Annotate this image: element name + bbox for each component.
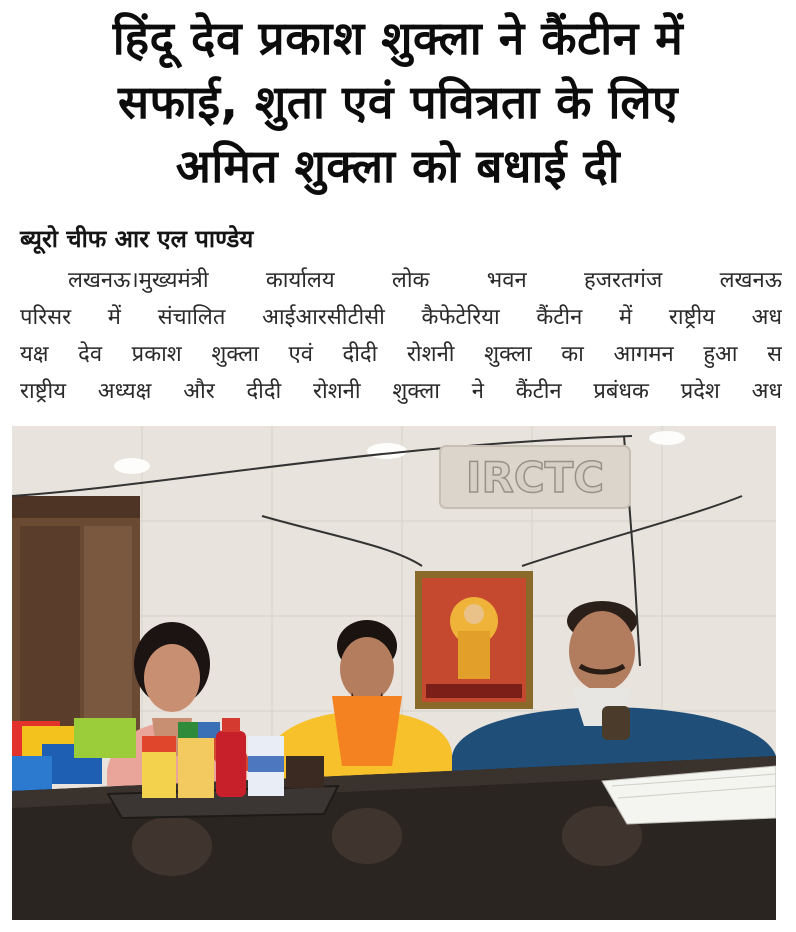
article-body	[20, 262, 782, 422]
byline: ब्यूरो चीफ आर एल पाण्डेय	[20, 225, 254, 253]
headline-line-1: हिंदू देव प्रकाश शुक्ला ने कैंटीन में	[112, 11, 684, 65]
headline-line-2: सफाई, शुता एवं पवित्रता के लिए	[117, 75, 679, 129]
article-line-2: परिसर में संचालित आईआरसीटीसी कैफेटेरिया कैंटीन में राष्ट्रीय अध	[20, 305, 782, 330]
article-line-4: राष्ट्रीय अध्यक्ष और दीदी रोशनी शुक्ला ने कैंटीन प्रबंधक प्रदेश अध	[20, 379, 782, 404]
news-photo	[12, 426, 776, 920]
headline-line-3: अमित शुक्ला को बधाई दी	[175, 139, 621, 193]
wall-sign-text: IRCTC	[465, 453, 605, 502]
headline	[0, 6, 796, 198]
article-line-cut	[20, 410, 782, 422]
article-line-1: लखनऊ।मुख्यमंत्री कार्यालय लोक भवन हजरतगंज लखनऊ	[68, 268, 782, 293]
article-line-3: यक्ष देव प्रकाश शुक्ला एवं दीदी रोशनी शुक्ला का आगमन हुआ स	[20, 342, 782, 367]
